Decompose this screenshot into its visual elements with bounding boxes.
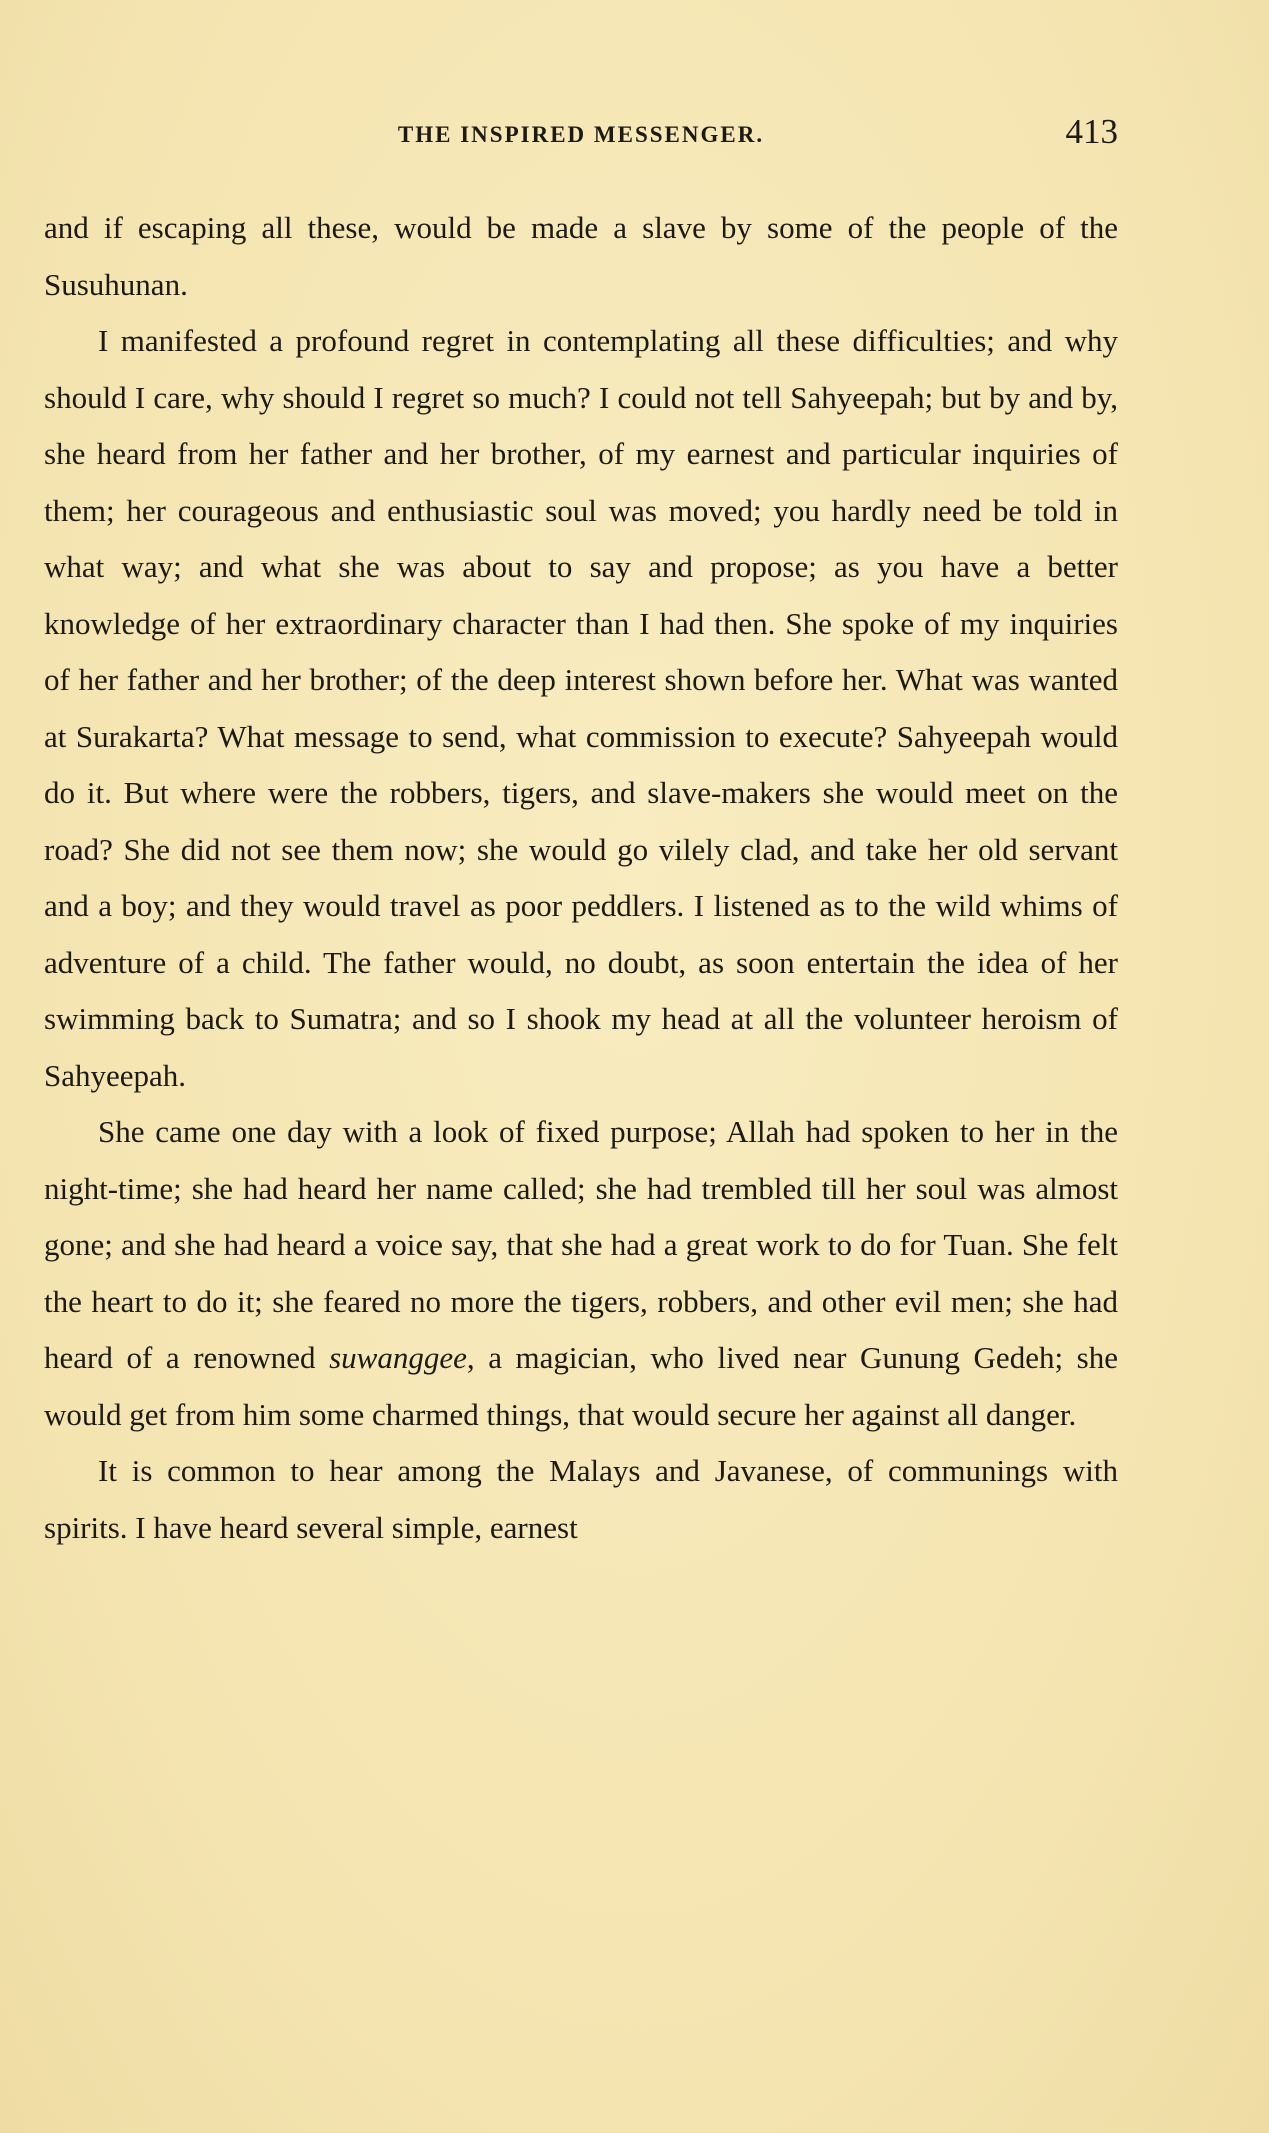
page-number: 413	[1065, 112, 1118, 151]
paragraph-continuation: and if escaping all these, would be made a slave by some of the people of the Susuhunan.	[44, 210, 1118, 302]
paragraph-text-after: , a magician, who lived near Gunung Gedeh; she would get from him some charmed things, that would secure her against all danger.	[44, 1340, 1118, 1432]
paragraph-communings: It is common to hear among the Malays and Javanese, of communings with spirits. I have heard several simple, earnest	[44, 1453, 1118, 1545]
paragraph-text-before: She came one day with a look of fixed purpose; Allah had spoken to her in the night-time; she had heard her name called; she had trembled till her soul was almost gone; and she had heard a voice say, that she had a great work to do for Tuan. She felt the heart to do it; she feared no more the tigers, robbers, and other evil men; she had heard of a renowned	[44, 1114, 1118, 1375]
italic-term: suwanggee	[329, 1340, 467, 1375]
running-title: THE INSPIRED MESSENGER.	[397, 122, 765, 147]
running-head	[44, 112, 1118, 162]
paragraph-regret: I manifested a profound regret in contemplating all these difficulties; and why should I care, why should I regret so much? I could not tell Sahyeepah; but by and by, she heard from her father and her brother, of my earnest and particular inquiries of them; her courageous and enthusiastic soul was moved; you hardly need be told in what way; and what she was about to say and propose; as you have a better knowledge of her extraordinary character than I had then. She spoke of my inquiries of her father and her brother; of the deep interest shown before her. What was wanted at Surakarta? What message to send, what commission to execute? Sahyeepah would do it. But where were the robbers, tigers, and slave-makers she would meet on the road? She did not see them now; she would go vilely clad, and take her old servant and a boy; and they would travel as poor peddlers. I listened as to the wild whims of adventure of a child. The father would, no doubt, as soon entertain the idea of her swimming back to Sumatra; and so I shook my head at all the volunteer heroism of Sahyeepah.	[44, 323, 1118, 1093]
paragraph-fixed-purpose	[44, 1104, 1118, 1443]
body-text	[44, 200, 1118, 1556]
